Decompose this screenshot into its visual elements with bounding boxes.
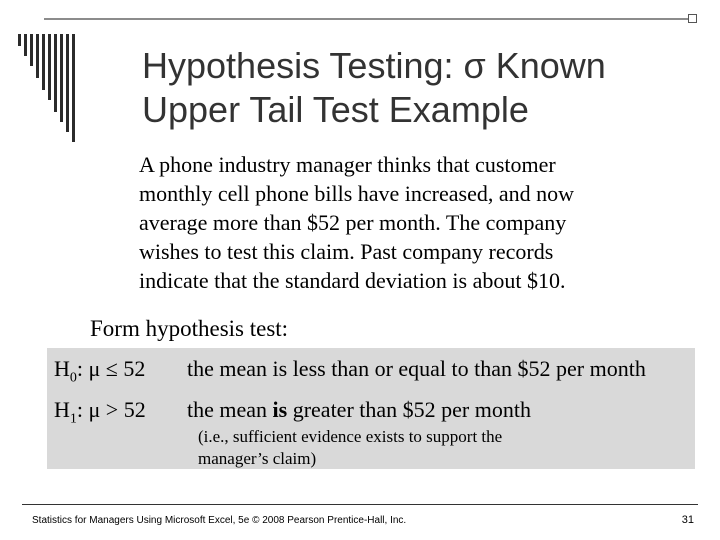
h1-symbol: H [54,397,70,422]
body-line: average more than $52 per month. The company [139,210,567,235]
null-hypothesis [54,356,145,386]
h1-subscript: 1 [69,411,77,427]
page-number: 31 [681,514,694,526]
body-line: A phone industry manager thinks that customer [139,152,556,177]
h0-statement: : μ ≤ 52 [76,356,146,381]
h1-meaning-post: greater than $52 per month [287,397,531,422]
note-line: manager’s claim) [198,449,317,468]
problem-statement [139,150,679,295]
null-hypothesis-meaning: the mean is less than or equal to than $52 per month [187,356,646,381]
title-line-1: Hypothesis Testing: σ Known [142,45,606,86]
footer-citation: Statistics for Managers Using Microsoft Excel, 5e © 2008 Pearson Prentice-Hall, Inc. [32,515,407,526]
form-hypothesis-label: Form hypothesis test: [90,316,289,341]
alternative-hypothesis-meaning [187,397,531,423]
alternative-note [198,426,502,470]
body-line: wishes to test this claim. Past company records [139,239,554,264]
h0-symbol: H [54,356,70,381]
h1-statement: : μ > 52 [76,397,146,422]
body-line: monthly cell phone bills have increased, and now [139,181,574,206]
note-line: (i.e., sufficient evidence exists to support the [198,427,503,446]
footer-rule [22,504,698,505]
slide-title [142,44,702,132]
h1-meaning-bold: is [272,397,288,422]
top-rule [44,18,696,20]
h0-subscript: 0 [69,370,77,386]
body-line: indicate that the standard deviation is about $10. [139,268,566,293]
h1-meaning-pre: the mean [187,397,273,422]
alternative-hypothesis [54,397,146,427]
title-line-2: Upper Tail Test Example [142,89,529,130]
top-square-decoration [688,14,697,23]
